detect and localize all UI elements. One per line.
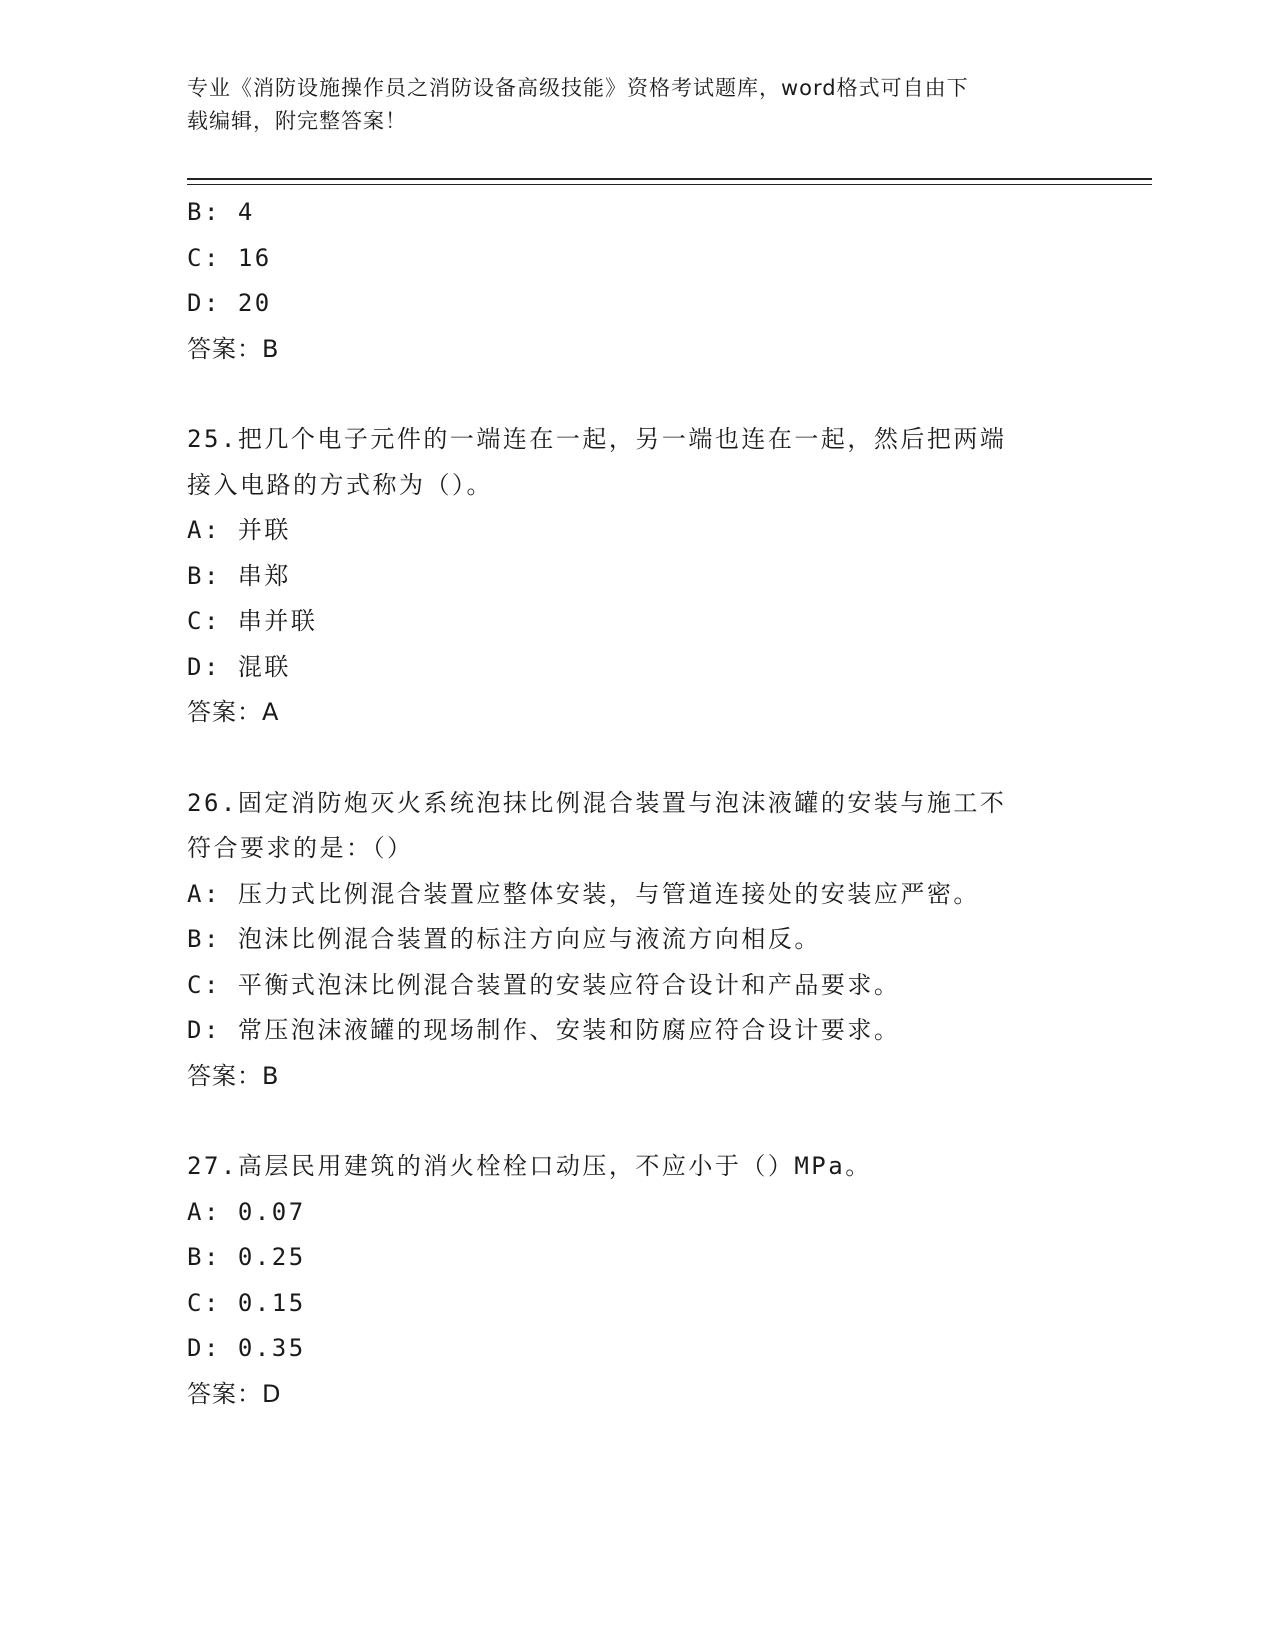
- option-c: C: 平衡式泡沫比例混合装置的安装应符合设计和产品要求。: [187, 970, 901, 999]
- option-b: B: 泡沫比例混合装置的标注方向应与液流方向相反。: [187, 925, 821, 953]
- option-b: B: 4: [187, 198, 255, 226]
- answer: 答案：D: [187, 1379, 282, 1408]
- answer: 答案：B: [187, 1061, 280, 1090]
- question-list: [187, 190, 1087, 1417]
- option-d: D: 20: [187, 289, 272, 317]
- option-c: C: 串并联: [187, 607, 318, 635]
- option-c: C: 0.15: [187, 1288, 306, 1317]
- option-d: D: 混联: [187, 652, 291, 681]
- header-line-2: 载编辑，附完整答案！: [187, 109, 407, 133]
- option-b: B: 0.25: [187, 1243, 306, 1271]
- question-stem: 26.固定消防炮灭火系统泡抹比例混合装置与泡沫液罐的安装与施工不: [187, 788, 1007, 817]
- option-a: A: 并联: [187, 516, 291, 544]
- option-a: A: 压力式比例混合装置应整体安装，与管道连接处的安装应严密。: [187, 879, 980, 908]
- header-rule-thick: [187, 178, 1152, 180]
- option-c: C: 16: [187, 243, 272, 272]
- header-line-1: 专业《消防设施操作员之消防设备高级技能》资格考试题库，word格式可自由下: [187, 76, 969, 100]
- option-d: D: 0.35: [187, 1334, 306, 1362]
- question-24-tail: [187, 190, 1087, 372]
- option-a: A: 0.07: [187, 1197, 306, 1226]
- question-stem-continued: 符合要求的是：（）: [187, 834, 414, 862]
- question-27: [187, 1144, 1087, 1417]
- question-26: [187, 781, 1087, 1100]
- document-header: [187, 72, 1067, 138]
- header-rule-thin: [187, 184, 1152, 185]
- option-b: B: 串郑: [187, 561, 291, 590]
- option-d: D: 常压泡沫液罐的现场制作、安装和防腐应符合设计要求。: [187, 1016, 901, 1044]
- answer: 答案：B: [187, 334, 280, 363]
- answer: 答案：A: [187, 698, 280, 726]
- question-stem: 25.把几个电子元件的一端连在一起，另一端也连在一起，然后把两端: [187, 425, 1007, 453]
- question-25: [187, 417, 1087, 736]
- question-stem: 27.高层民用建筑的消火栓栓口动压，不应小于（）MPa。: [187, 1152, 872, 1180]
- question-stem-continued: 接入电路的方式称为（）。: [187, 470, 493, 499]
